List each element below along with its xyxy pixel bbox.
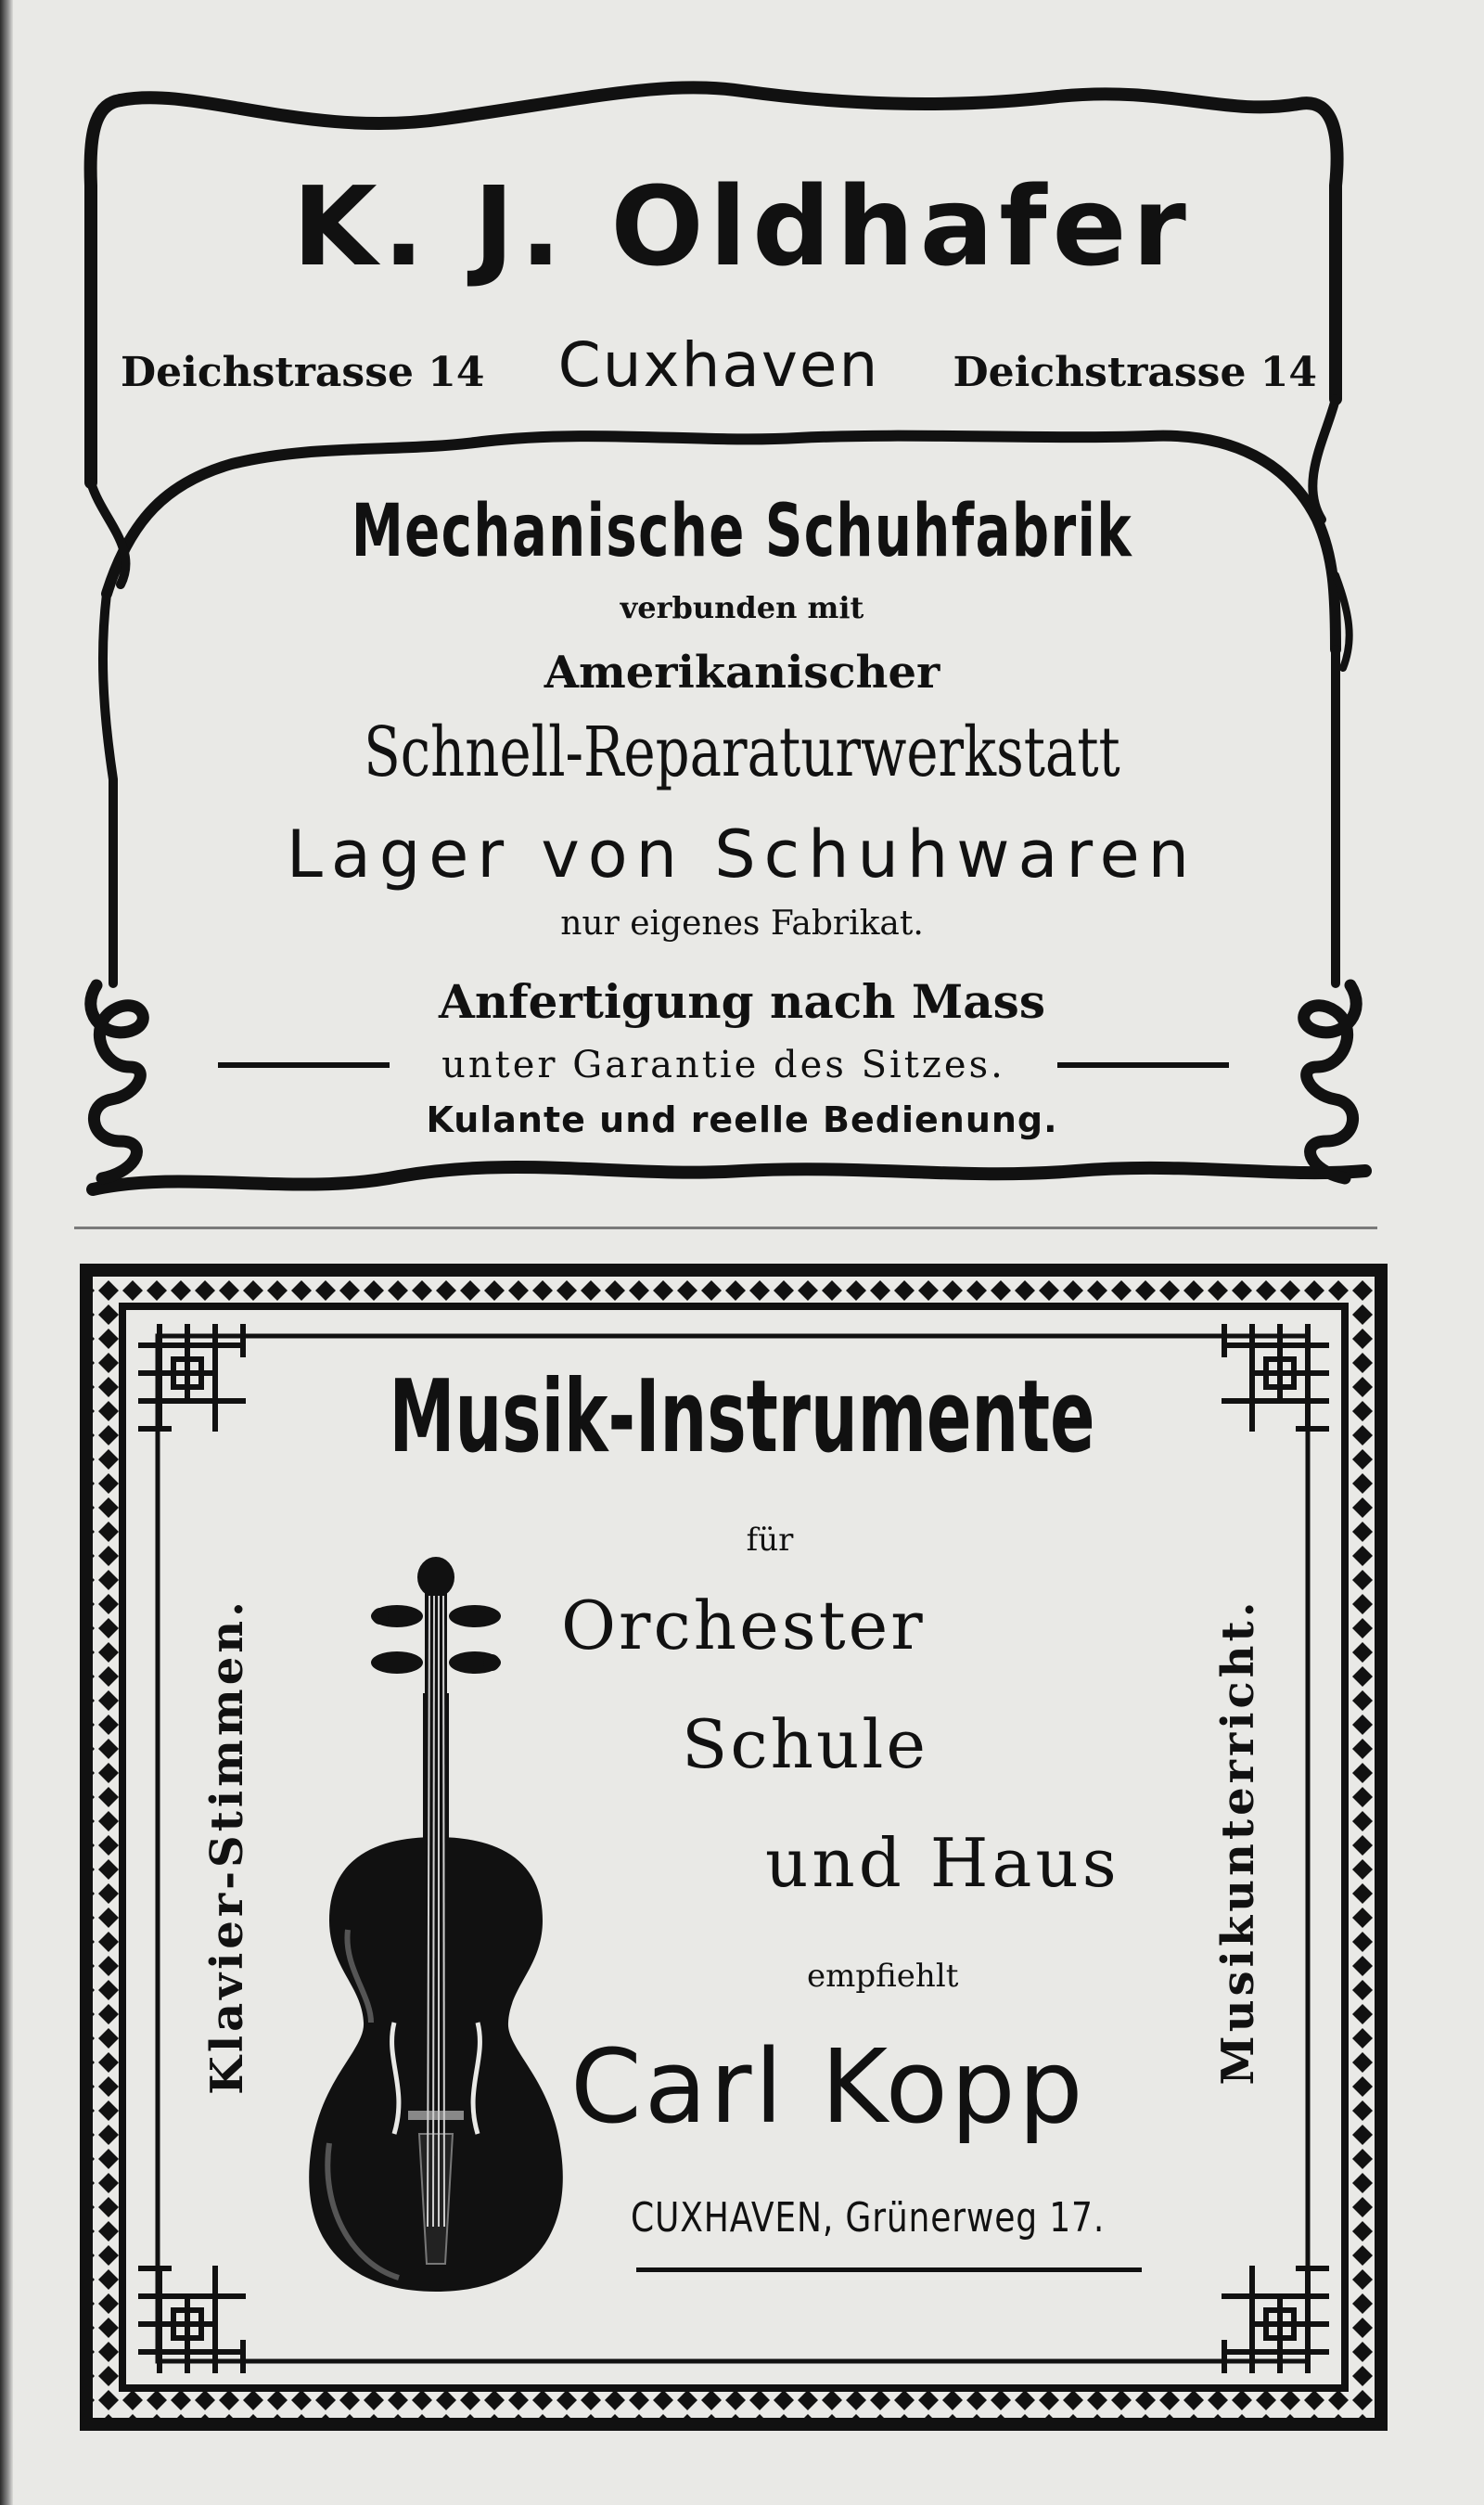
line-reparaturwerkstatt: Schnell-Reparaturwerkstatt bbox=[364, 713, 1120, 792]
line-orchester: Orchester bbox=[561, 1586, 926, 1664]
business-name: K. J. Oldhafer bbox=[292, 162, 1192, 290]
line-und-haus: und Haus bbox=[765, 1824, 1120, 1902]
headline-musik-instrumente: Musik-Instrumente bbox=[389, 1359, 1095, 1475]
line-anfertigung: Anfertigung nach Mass bbox=[439, 974, 1045, 1029]
side-text-klavier: Klavier-Stimmen. bbox=[201, 1598, 253, 2095]
line-garantie: unter Garantie des Sitzes. bbox=[441, 1044, 1005, 1086]
address-right: Deichstrasse 14 bbox=[953, 349, 1317, 396]
merchant-name: Carl Kopp bbox=[570, 2027, 1086, 2146]
connector-text: verbunden mit bbox=[620, 590, 864, 625]
line-fabrikat: nur eigenes Fabrikat. bbox=[560, 905, 924, 943]
address-left: Deichstrasse 14 bbox=[121, 349, 485, 396]
side-text-musikunterricht: Musikunterricht. bbox=[1212, 1598, 1264, 2086]
merchant-address: CUXHAVEN, Grünerweg 17. bbox=[631, 2194, 1106, 2242]
city-name: Cuxhaven bbox=[557, 329, 880, 401]
line-lager: Lager von Schuhwaren bbox=[286, 816, 1198, 893]
line-amerikanischer: Amerikanischer bbox=[544, 647, 940, 699]
headline-schuhfabrik: Mechanische Schuhfabrik bbox=[351, 490, 1133, 573]
text-empfiehlt: empfiehlt bbox=[807, 1958, 959, 1995]
line-schule: Schule bbox=[682, 1705, 929, 1783]
text-fuer: für bbox=[746, 1522, 794, 1559]
line-bedienung: Kulante und reelle Bedienung. bbox=[426, 1099, 1058, 1140]
address-underline bbox=[636, 2267, 1142, 2272]
